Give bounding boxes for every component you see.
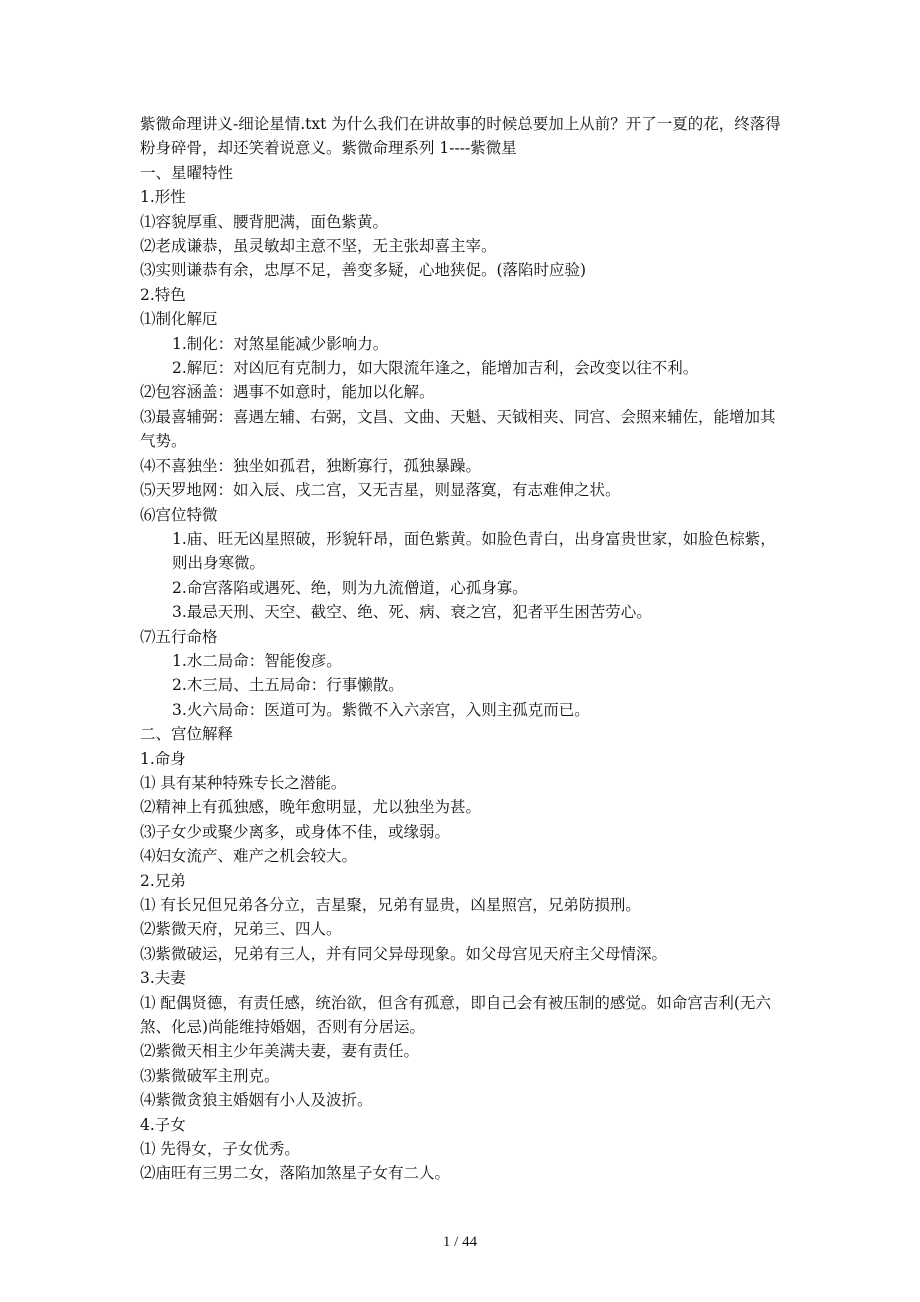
text-line: ⑶紫微破运，兄弟有三人，并有同父异母现象。如父母宫见天府主父母情深。 bbox=[140, 944, 668, 963]
text-line: ⑴容貌厚重、腰背肥满，面色紫黄。 bbox=[140, 212, 389, 231]
text-line: ⑵老成谦恭，虽灵敏却主意不坚，无主张却喜主宰。 bbox=[140, 237, 497, 256]
text-line: ⑶子女少或聚少离多，或身体不佳，或缘弱。 bbox=[140, 822, 451, 841]
text-line: 2.木三局、土五局命：行事懒散。 bbox=[172, 676, 404, 695]
text-line: ⑴ 配偶贤德，有责任感，统治欲，但含有孤意，即自己会有被压制的感觉。如命宫吉利(无六煞、化忌)尚能维持婚姻，否则有分居运。 bbox=[140, 993, 771, 1037]
text-line: ⑶最喜辅弼：喜遇左辅、右弼，文昌、文曲、天魁、天钺相夹、同宫、会照来辅佐，能增加其气势。 bbox=[140, 407, 776, 451]
text-line: ⑴ 有长兄但兄弟各分立，吉星聚，兄弟有显贵，凶星照宫，兄弟防损刑。 bbox=[140, 896, 641, 914]
text-line: 4.子女 bbox=[140, 1115, 186, 1134]
text-line: 2.兄弟 bbox=[140, 871, 186, 890]
text-line: 3.夫妻 bbox=[140, 969, 186, 988]
text-line: 1.制化：对煞星能减少影响力。 bbox=[172, 334, 389, 353]
text-line: 二、宫位解释 bbox=[140, 725, 234, 744]
text-line: ⑵紫微天府，兄弟三、四人。 bbox=[140, 920, 342, 939]
page-number: 1 / 44 bbox=[442, 1234, 478, 1250]
text-line: ⑷紫微贪狼主婚姻有小人及波折。 bbox=[140, 1091, 373, 1110]
text-line: 紫微命理讲义-细论星情.txt 为什么我们在讲故事的时候总要加上从前？开了一夏的花，终落得粉身碎骨，却还笑着说意义。紫微命理系列 1----紫微星 bbox=[140, 115, 781, 158]
text-line: 1.庙、旺无凶星照破，形貌轩昂，面色紫黄。如脸色青白，出身富贵世家，如脸色棕紫，则出身寒微。 bbox=[172, 529, 776, 573]
text-line: 2.特色 bbox=[140, 285, 186, 304]
text-line: ⑵包容涵盖：遇事不如意时，能加以化解。 bbox=[140, 383, 435, 402]
text-line: ⑷妇女流产、难产之机会较大。 bbox=[140, 847, 358, 866]
text-line: 一、星曜特性 bbox=[140, 163, 234, 182]
text-line: ⑴ 具有某种特殊专长之潜能。 bbox=[140, 773, 347, 792]
text-line: 3.最忌天刑、天空、截空、绝、死、病、衰之宫，犯者平生困苦劳心。 bbox=[172, 603, 652, 622]
text-line: ⑵庙旺有三男二女，落陷加煞星子女有二人。 bbox=[140, 1164, 451, 1183]
document-body bbox=[140, 112, 790, 1186]
text-line: 1.水二局命：智能俊彦。 bbox=[172, 651, 342, 670]
text-line: ⑶实则谦恭有余，忠厚不足，善变多疑，心地狭促。(落陷时应验) bbox=[140, 261, 587, 280]
text-line: ⑷不喜独坐：独坐如孤君，独断寡行，孤独暴躁。 bbox=[140, 456, 482, 475]
text-line: 1.命身 bbox=[140, 749, 186, 768]
text-line: 3.火六局命：医道可为。紫微不入六亲宫，入则主孤克而已。 bbox=[172, 700, 590, 719]
text-line: ⑺五行命格 bbox=[140, 627, 218, 646]
text-line: ⑶紫微破军主刑克。 bbox=[140, 1066, 280, 1085]
text-line: ⑵精神上有孤独感，晚年愈明显，尤以独坐为甚。 bbox=[140, 798, 482, 817]
text-line: ⑴ 先得女，子女优秀。 bbox=[140, 1140, 300, 1159]
text-line: 2.解厄：对凶厄有克制力，如大限流年逢之，能增加吉利，会改变以往不利。 bbox=[172, 359, 699, 378]
text-line: ⑴制化解厄 bbox=[140, 310, 218, 329]
text-line: ⑵紫微天相主少年美满夫妻，妻有责任。 bbox=[140, 1042, 420, 1061]
text-line: 1.形性 bbox=[140, 188, 186, 207]
text-line: ⑹宫位特微 bbox=[140, 505, 218, 524]
text-line: 2.命宫落陷或遇死、绝，则为九流僧道，心孤身寡。 bbox=[172, 578, 528, 597]
text-line: ⑸天罗地网：如入辰、戌二宫，又无吉星，则显落寞，有志难伸之状。 bbox=[140, 481, 621, 500]
